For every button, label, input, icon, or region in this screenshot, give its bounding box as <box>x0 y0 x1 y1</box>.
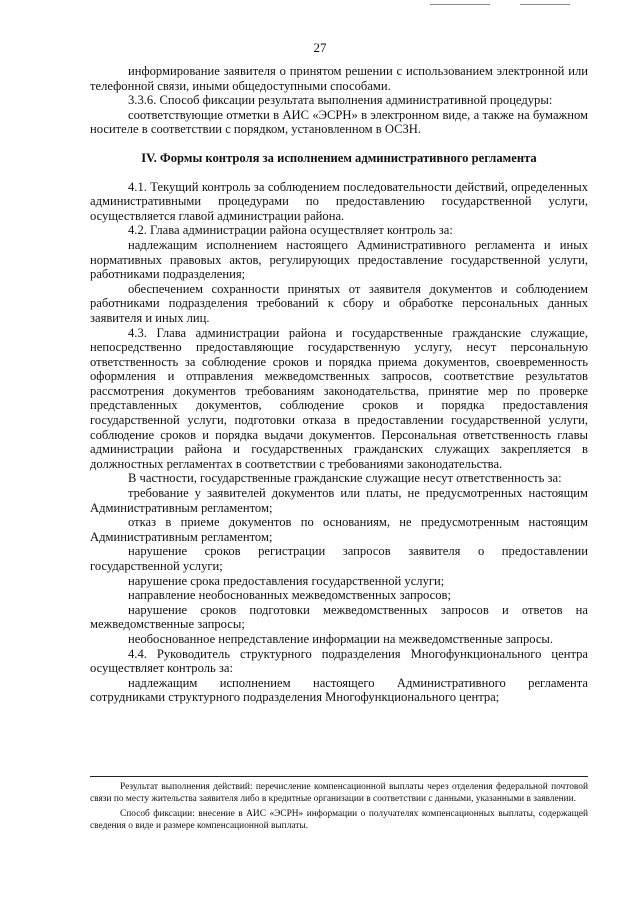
paragraph: необоснованное непредставление информации на межведомственные запросы. <box>128 631 554 646</box>
page-number: 27 <box>313 40 327 55</box>
paragraph: нарушение сроков подготовки межведомственных запросов и ответов на межведомственные запросы; <box>90 602 588 632</box>
scan-edge-mark <box>520 4 570 5</box>
paragraph: нарушение срока предоставления государственной услуги; <box>128 573 445 588</box>
paragraph: информирование заявителя о принятом решении с использованием электронной или телефонной связи, иными общедоступными способами. <box>90 64 588 93</box>
paragraph: нарушение сроков регистрации запросов заявителя о предоставлении государственной услуги; <box>90 544 588 573</box>
paragraph: направление необоснованных межведомственных запросов; <box>128 588 451 603</box>
footnotes <box>90 781 588 832</box>
section-heading: IV. Формы контроля за исполнением административного регламента <box>141 150 537 165</box>
footnote: Результат выполнения действий: перечисление компенсационной выплаты через отделения федеральной почтовой связи по месту жительства заявителя либо в кредитные организации в соответствии с данными, указанными в заявлении. <box>90 782 588 804</box>
paragraph: соответствующие отметки в АИС «ЭСРН» в электронном виде, а также на бумажном носителе в соответствии с порядком, установленном в ОСЗН. <box>90 107 588 137</box>
paragraph: обеспечением сохранности принятых от заявителя документов и соблюдением работниками подразделения требований к сбору и обработке персональных данных заявителя и иных лиц. <box>90 281 588 325</box>
scan-edge-mark <box>430 4 490 5</box>
paragraph: 4.4. Руководитель структурного подразделения Многофункционального центра осуществляет контроль за: <box>90 646 588 676</box>
document-body <box>90 64 588 705</box>
paragraph: надлежащим исполнением настоящего Административного регламента и иных нормативных правовых актов, регулирующих предоставление государственной услуги, работниками подразделения; <box>90 237 588 282</box>
paragraph: В частности, государственные гражданские служащие несут ответственность за: <box>128 471 562 486</box>
paragraph: надлежащим исполнением настоящего Административного регламента сотрудниками структурного подразделения Многофункционального центра; <box>90 675 588 705</box>
paragraph: 4.3. Глава администрации района и государственные гражданские служащие, непосредственно предоставляющие государственную услугу, несут персональную ответственность за соблюдение сроков и порядка приема документов, своевременность оформления и отправления межведомственных запросов, соответствие результатов рассмотрения документов требованиям законодательства, принятие мер по проверке представленных документов, соблюдение сроков и порядка предоставления государственной услуги, подготовки отказа в предоставлении государственной услуги, соблюдение сроков и порядка выдачи документов. Персональная ответственность главы администрации района и государственных гражданских служащих закрепляется в должностных регламентах в соответствии с требованиями законодательства. <box>90 325 588 471</box>
paragraph: отказ в приеме документов по основаниям, не предусмотренным настоящим Административным регламентом; <box>90 515 588 544</box>
paragraph: 4.2. Глава администрации района осуществляет контроль за: <box>128 223 453 238</box>
paragraph: 4.1. Текущий контроль за соблюдением последовательности действий, определенных административными процедурами по предоставлению государственной услуги, осуществляется главой администрации района. <box>90 179 588 223</box>
footnote: Способ фиксации: внесение в АИС «ЭСРН» информации о получателях компенсационных выплаты, содержащей сведения о виде и размере компенсационной выплаты. <box>90 809 588 831</box>
footnote-separator <box>90 776 588 777</box>
paragraph: 3.3.6. Способ фиксации результата выполнения административной процедуры: <box>128 93 553 108</box>
paragraph: требование у заявителей документов или платы, не предусмотренных настоящим Административным регламентом; <box>90 486 588 515</box>
